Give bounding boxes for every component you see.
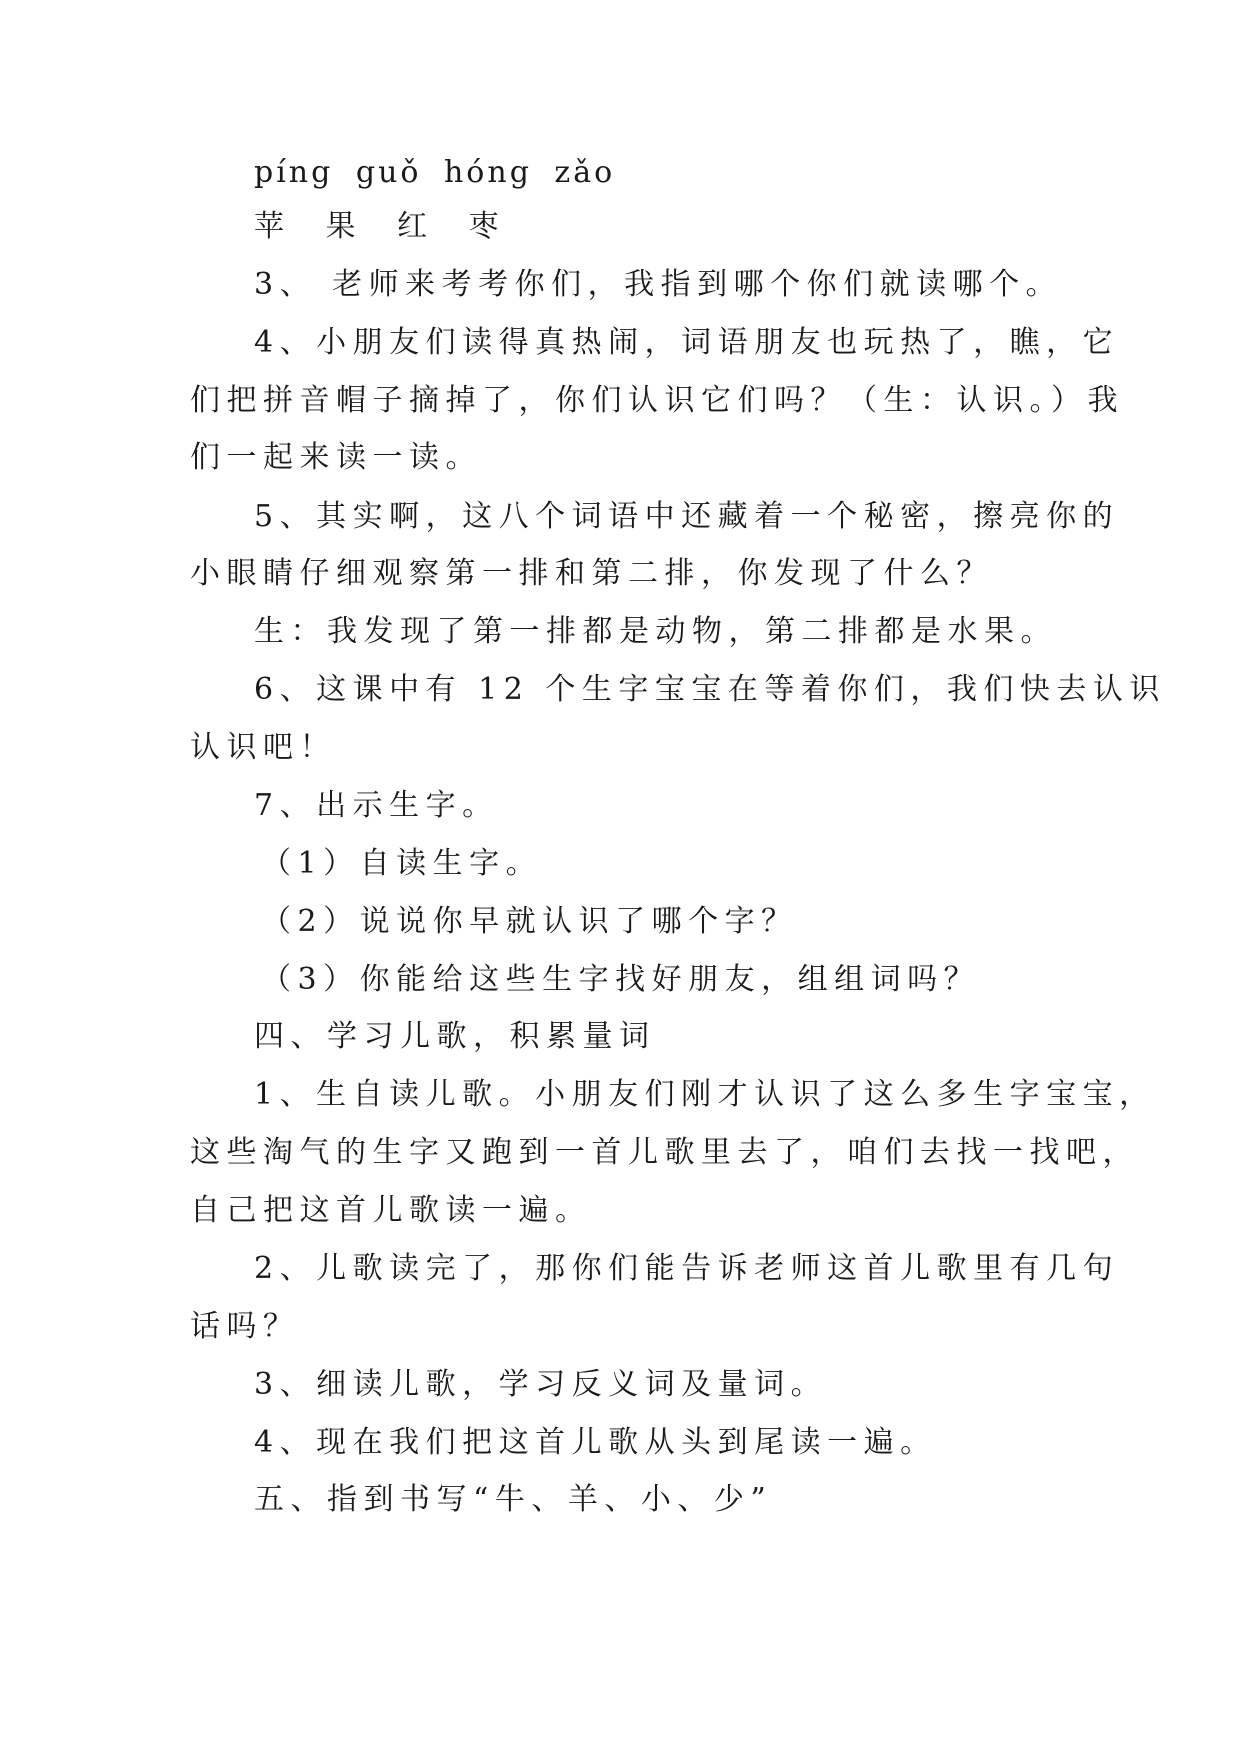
paragraph-line: 3、 老师来考考你们，我指到哪个你们就读哪个。	[254, 267, 1063, 302]
paragraph-line: 3、细读儿歌，学习反义词及量词。	[254, 1367, 828, 1402]
paragraph-line: （3）你能给这些生字找好朋友，组组词吗？	[261, 962, 981, 997]
paragraph-line: 自己把这首儿歌读一遍。	[190, 1193, 592, 1228]
paragraph-line: （1）自读生字。	[261, 846, 543, 881]
paragraph-line: 小眼睛仔细观察第一排和第二排，你发现了什么？	[190, 556, 993, 591]
section-heading: 五、指到书写“牛、羊、小、少”	[254, 1482, 773, 1517]
paragraph-line: 1、生自读儿歌。小朋友们刚才认识了这么多生字宝宝，	[254, 1077, 1156, 1112]
paragraph-line: 认识吧！	[190, 730, 336, 765]
paragraph-line: 6、这课中有 12 个生字宝宝在等着你们，我们快去认识	[254, 672, 1166, 707]
hanzi-line: 苹 果 红 枣	[254, 209, 515, 244]
pinyin-line: píng guǒ hóng zǎo	[254, 155, 616, 190]
paragraph-line: 4、小朋友们读得真热闹，词语朋友也玩热了，瞧，它	[254, 325, 1120, 360]
paragraph-line: 话吗？	[190, 1309, 300, 1344]
paragraph-line: 生：我发现了第一排都是动物，第二排都是水果。	[254, 614, 1057, 649]
paragraph-line: 4、现在我们把这首儿歌从头到尾读一遍。	[254, 1425, 937, 1460]
paragraph-line: 5、其实啊，这八个词语中还藏着一个秘密，擦亮你的	[254, 499, 1120, 534]
paragraph-line: （2）说说你早就认识了哪个字？	[261, 904, 798, 939]
paragraph-line: 7、出示生字。	[254, 788, 499, 823]
paragraph-line: 们一起来读一读。	[190, 440, 482, 475]
section-heading: 四、学习儿歌，积累量词	[254, 1019, 656, 1054]
paragraph-line: 们把拼音帽子摘掉了，你们认识它们吗？（生：认识。）我	[190, 383, 1124, 418]
paragraph-line: 2、儿歌读完了，那你们能告诉老师这首儿歌里有几句	[254, 1251, 1120, 1286]
paragraph-line: 这些淘气的生字又跑到一首儿歌里去了，咱们去找一找吧，	[190, 1135, 1139, 1170]
